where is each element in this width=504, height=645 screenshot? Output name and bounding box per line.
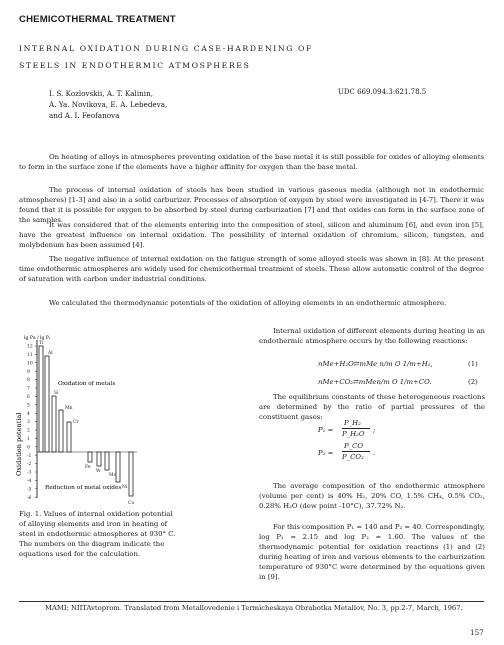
y-tick-label: 3 <box>27 420 30 426</box>
equation-2: nMe+CO₂⇄mMen/m O 1/m+CO. <box>318 378 432 386</box>
y-tick-label: -6 <box>27 495 32 501</box>
bar-ni <box>116 452 120 482</box>
bar-mo <box>105 452 109 470</box>
y-tick-label: 6 <box>27 395 30 400</box>
author-list <box>49 88 167 121</box>
label-si: Si <box>54 391 59 396</box>
equation-1-number: (1) <box>468 360 478 368</box>
paragraph-text: The equilibrium constants of these heterogeneous reactions are determined by the ratio of partial pressures of the constituent gases: <box>259 393 485 421</box>
reduction-label: Reduction of metal oxides <box>45 485 122 491</box>
paragraph-text: The negative influence of internal oxidation on the fatigue strength of some alloyed steels was shown in [8]. At the present time endothermic atmospheres are widely used for chemicothermal treatment of steels. These allow automatic control of the degree of saturation with carbon under industrial conditions. <box>19 255 484 283</box>
author-line: and A. I. Feofanova <box>49 111 120 120</box>
label-w: W <box>96 469 101 474</box>
footnote-text: MAMI; NIITAvtoprom. Translated from Metallovedenie i Termicheskaya Obrabotka Metallov, No. 3, pp.2-7, March, 1967. <box>45 604 463 612</box>
bar-al <box>45 356 49 452</box>
p2-denominator: P_CO₂ <box>342 453 364 461</box>
y-tick-label: 4 <box>27 411 30 417</box>
author-line: A. Ya. Novikova, E. A. Lebedeva, <box>49 100 168 109</box>
udc-code: UDC 669.094.3:621.78.5 <box>338 88 427 96</box>
bar-fe <box>88 452 92 462</box>
p1-denominator: P_H₂O <box>342 430 365 438</box>
y-tick-label: -1 <box>27 453 32 459</box>
paragraph-process <box>19 185 484 225</box>
paragraph-text: The process of internal oxidation of steels has been studied in various gaseous media (although not in endothermic atmospheres) [1-3] and also in a solid carburizer. Processes of absorption of oxygen by steel were investigated in [4-7]. There it was found that it is possible for oxygen to be absorbed by steel during carburization [7] and that oxides can form in the surface zone of the samples. <box>19 186 484 224</box>
paragraph-text: On heating of alloys in atmospheres preventing oxidation of the base metal it is still possible for oxides of alloying elements to form in the surface zone if the elements have a higher affinity for oxygen than the base metal. <box>19 153 484 171</box>
equilibrium-paragraph <box>259 392 485 422</box>
y-tick-label: -2 <box>27 462 32 468</box>
y-tick-label: -5 <box>27 487 32 493</box>
y-tick-label: 8 <box>27 378 30 384</box>
figure-caption: Fig. 1. Values of internal oxidation potential of alloying elements and iron in heating of steel in endothermic atmospheres at 930° C. The numbers on the diagram indicate the equations used for the calculation. <box>19 510 176 558</box>
paragraph-calculation <box>19 298 484 308</box>
label-cr: Cr <box>73 420 79 425</box>
y-tick-label: 9 <box>27 369 30 375</box>
page-number: 157 <box>470 628 484 637</box>
label-fe: Fe <box>85 465 91 470</box>
bar-ti <box>39 346 43 452</box>
paragraph-intro <box>19 152 484 172</box>
label-ti: Ti <box>39 341 44 346</box>
y-tick-label: 5 <box>27 403 30 409</box>
paragraph-text: The average composition of the endothermic atmosphere (volume per cent) is 40% H₂, 20% CO, 1.5% CH₄, 0.5% CO₂, 0.28% H₂O (dew point -10°C), 37.72% N₂. <box>259 482 485 510</box>
paragraph-fatigue <box>19 254 484 284</box>
equation-1: nMe+H₂O⇄mMe n/m O 1/m+H₂, <box>318 360 433 368</box>
reactions-intro <box>259 326 485 346</box>
article-title-line-1: INTERNAL OXIDATION DURING CASE-HARDENING OF <box>19 44 313 53</box>
paragraph-text: We calculated the thermodynamic potentials of the oxidation of alloying elements in an endothermic atmosphere. <box>49 299 447 307</box>
label-al: Al <box>48 351 53 356</box>
composition-paragraph <box>259 481 485 511</box>
footnote-rule <box>19 601 484 602</box>
bar-w <box>97 452 101 466</box>
paragraph-text: For this composition P₁ = 140 and P₂ = 40. Correspondingly, log P₁ = 2.15 and log P₂ = 1.60. The values of the thermodynamic potential for oxidation reactions (1) and (2) during heating of iron and various elements to the carburization temperature of 930°C were determined by the equations given in [9]. <box>259 523 485 581</box>
label-co: Co <box>128 501 135 506</box>
y-tick-label: 1 <box>27 437 30 442</box>
bar-mn <box>59 410 63 452</box>
y-tick-label: 7 <box>27 386 30 392</box>
p1-numerator: P_H₂ <box>344 419 361 427</box>
bar-si <box>52 396 56 452</box>
paragraph-text: It was considered that of the elements entering into the composition of steel, silicon and aluminum [6], and even iron [5], have the greatest influence on internal oxidation. The possibility of internal oxidation of chromium, silicon, tungsten, and molybdenum has been assumed [4]. <box>19 221 484 249</box>
y-tick-label: -4 <box>27 479 32 484</box>
figure-top-label: lg Pu / lg P₁ <box>24 336 51 341</box>
y-tick-label: 11 <box>27 353 33 358</box>
p1-end: ; <box>373 426 376 434</box>
p1-fraction-bar <box>342 428 370 429</box>
p1-lhs: P₁ = <box>318 426 334 434</box>
y-tick-label: 10 <box>27 361 33 367</box>
author-line: I. S. Kozlovskii, A. T. Kalinin, <box>49 89 153 98</box>
article-title-line-2: STEELS IN ENDOTHERMIC ATMOSPHERES <box>19 61 251 70</box>
label-mo: Mo <box>109 473 117 478</box>
label-mn: Mn <box>65 406 73 411</box>
label-ni: Ni <box>122 485 128 490</box>
p2-lhs: P₂ = <box>318 449 334 457</box>
y-tick-label: 12 <box>27 344 33 350</box>
equation-2-number: (2) <box>468 378 478 386</box>
oxidation-potential-figure <box>12 326 252 508</box>
oxidation-label: Oxidation of metals <box>58 381 116 387</box>
values-paragraph <box>259 522 485 582</box>
y-tick-label: -3 <box>27 470 32 476</box>
p2-end: . <box>373 449 376 457</box>
p2-numerator: P_CO <box>344 442 364 450</box>
y-tick-label: 0 <box>27 445 30 451</box>
p2-fraction-bar <box>342 451 370 452</box>
paragraph-elements <box>19 220 484 250</box>
bar-co <box>129 452 133 496</box>
footnote <box>19 603 489 613</box>
paragraph-text: Internal oxidation of different elements during heating in an endothermic atmosphere occurs by the following reactions: <box>259 327 485 345</box>
y-axis-label: Oxidation potential <box>15 412 23 476</box>
y-tick-label: 2 <box>27 428 30 434</box>
section-heading: CHEMICOTHERMAL TREATMENT <box>19 14 176 25</box>
bar-cr <box>67 422 71 452</box>
